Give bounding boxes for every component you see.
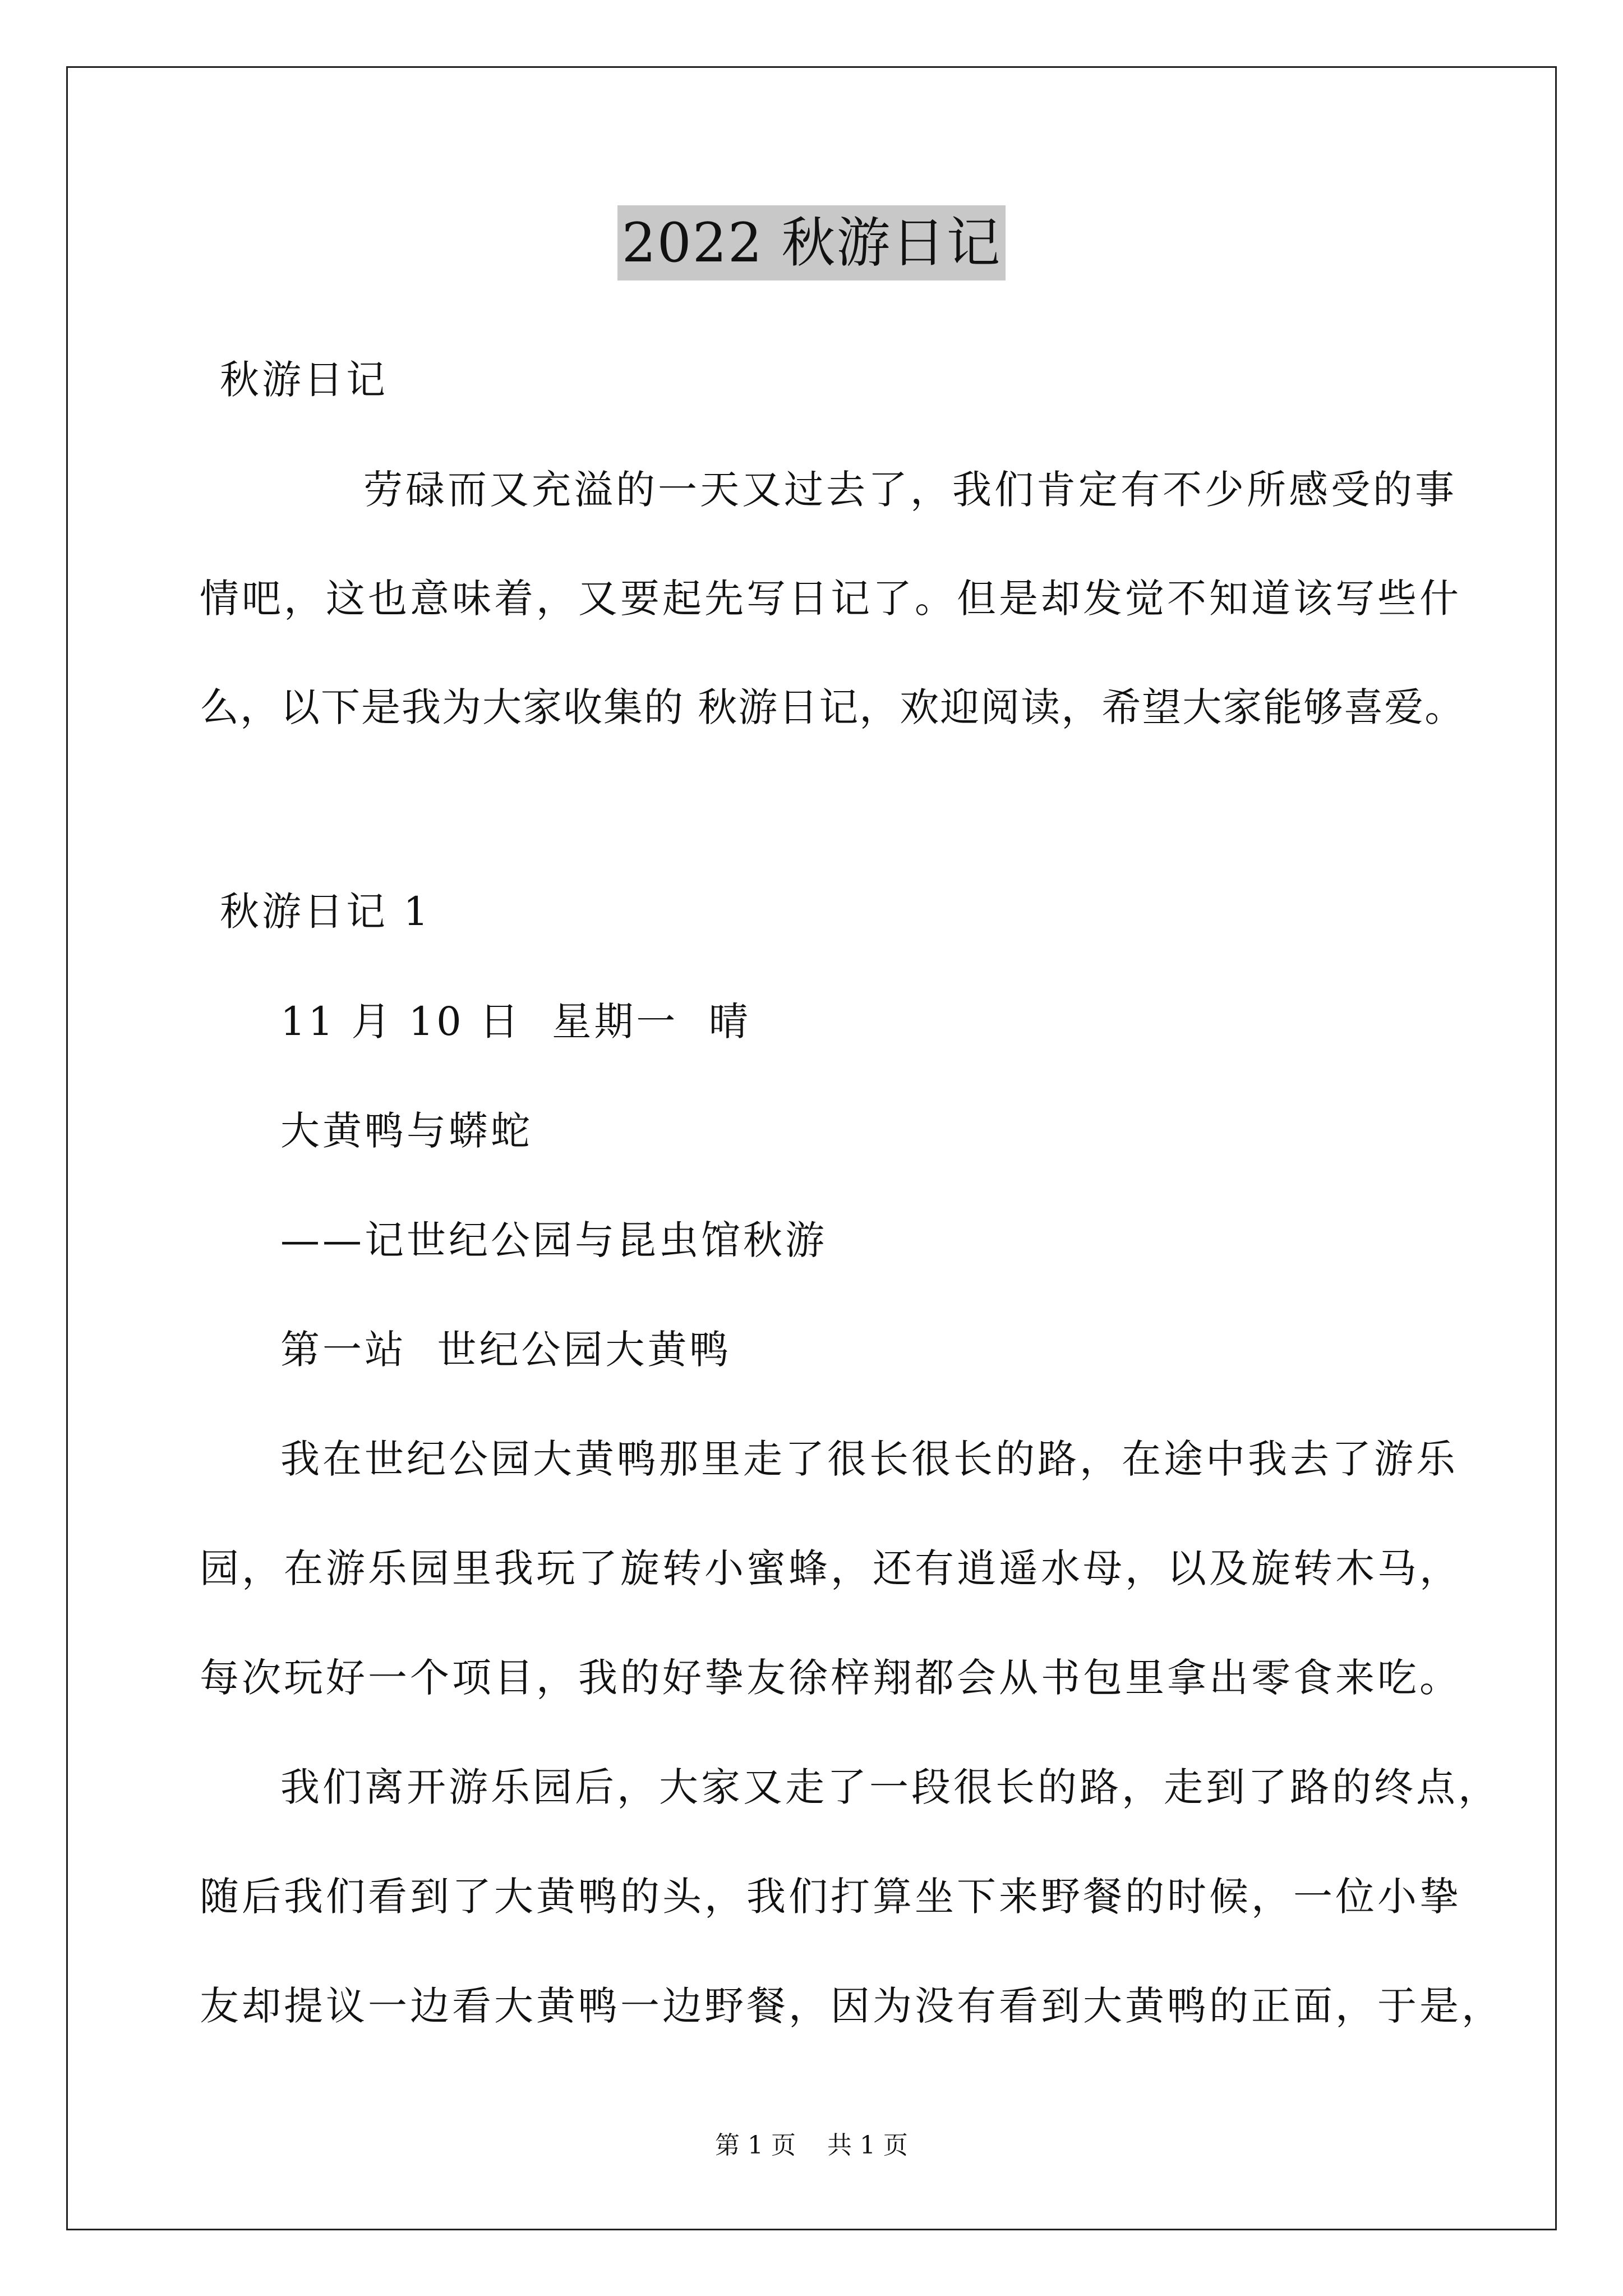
diary-title: 大黄鸭与蟒蛇 [280,1108,533,1154]
document-title: 2022 秋游日记 [617,205,1006,280]
paragraph-line: 情吧，这也意味着，又要起先写日记了。但是却发觉不知道该写些什 [200,576,1461,622]
diary-subtitle: ——记世纪公园与昆虫馆秋游 [280,1217,827,1263]
section-heading: 秋游日记 [220,357,388,403]
title-container [0,205,1623,280]
diary-date: 11 月 10 日 星期一 晴 [280,999,751,1045]
paragraph-line: 随后我们看到了大黄鸭的头，我们打算坐下来野餐的时候，一位小挚 [200,1874,1461,1920]
diary-heading: 秋游日记 1 [220,889,431,935]
page-footer: 第 1 页 共 1 页 [715,2131,908,2160]
paragraph-line: 我们离开游乐园后，大家又走了一段很长的路，走到了路的终点， [280,1764,1500,1810]
diary-section-heading: 第一站 世纪公园大黄鸭 [280,1327,732,1373]
paragraph-line: 劳碌而又充溢的一天又过去了，我们肯定有不少所感受的事 [363,467,1457,513]
paragraph-line: 友却提议一边看大黄鸭一边野餐，因为没有看到大黄鸭的正面，于是， [200,1983,1504,2029]
paragraph-line: 每次玩好一个项目，我的好挚友徐梓翔都会从书包里拿出零食来吃。 [200,1655,1461,1701]
paragraph-line: 园，在游乐园里我玩了旋转小蜜蜂，还有逍遥水母，以及旋转木马， [200,1545,1461,1591]
paragraph-line: 么，以下是我为大家收集的 秋游日记，欢迎阅读，希望大家能够喜爱。 [200,684,1465,730]
paragraph-line: 我在世纪公园大黄鸭那里走了很长很长的路，在途中我去了游乐 [280,1436,1458,1482]
